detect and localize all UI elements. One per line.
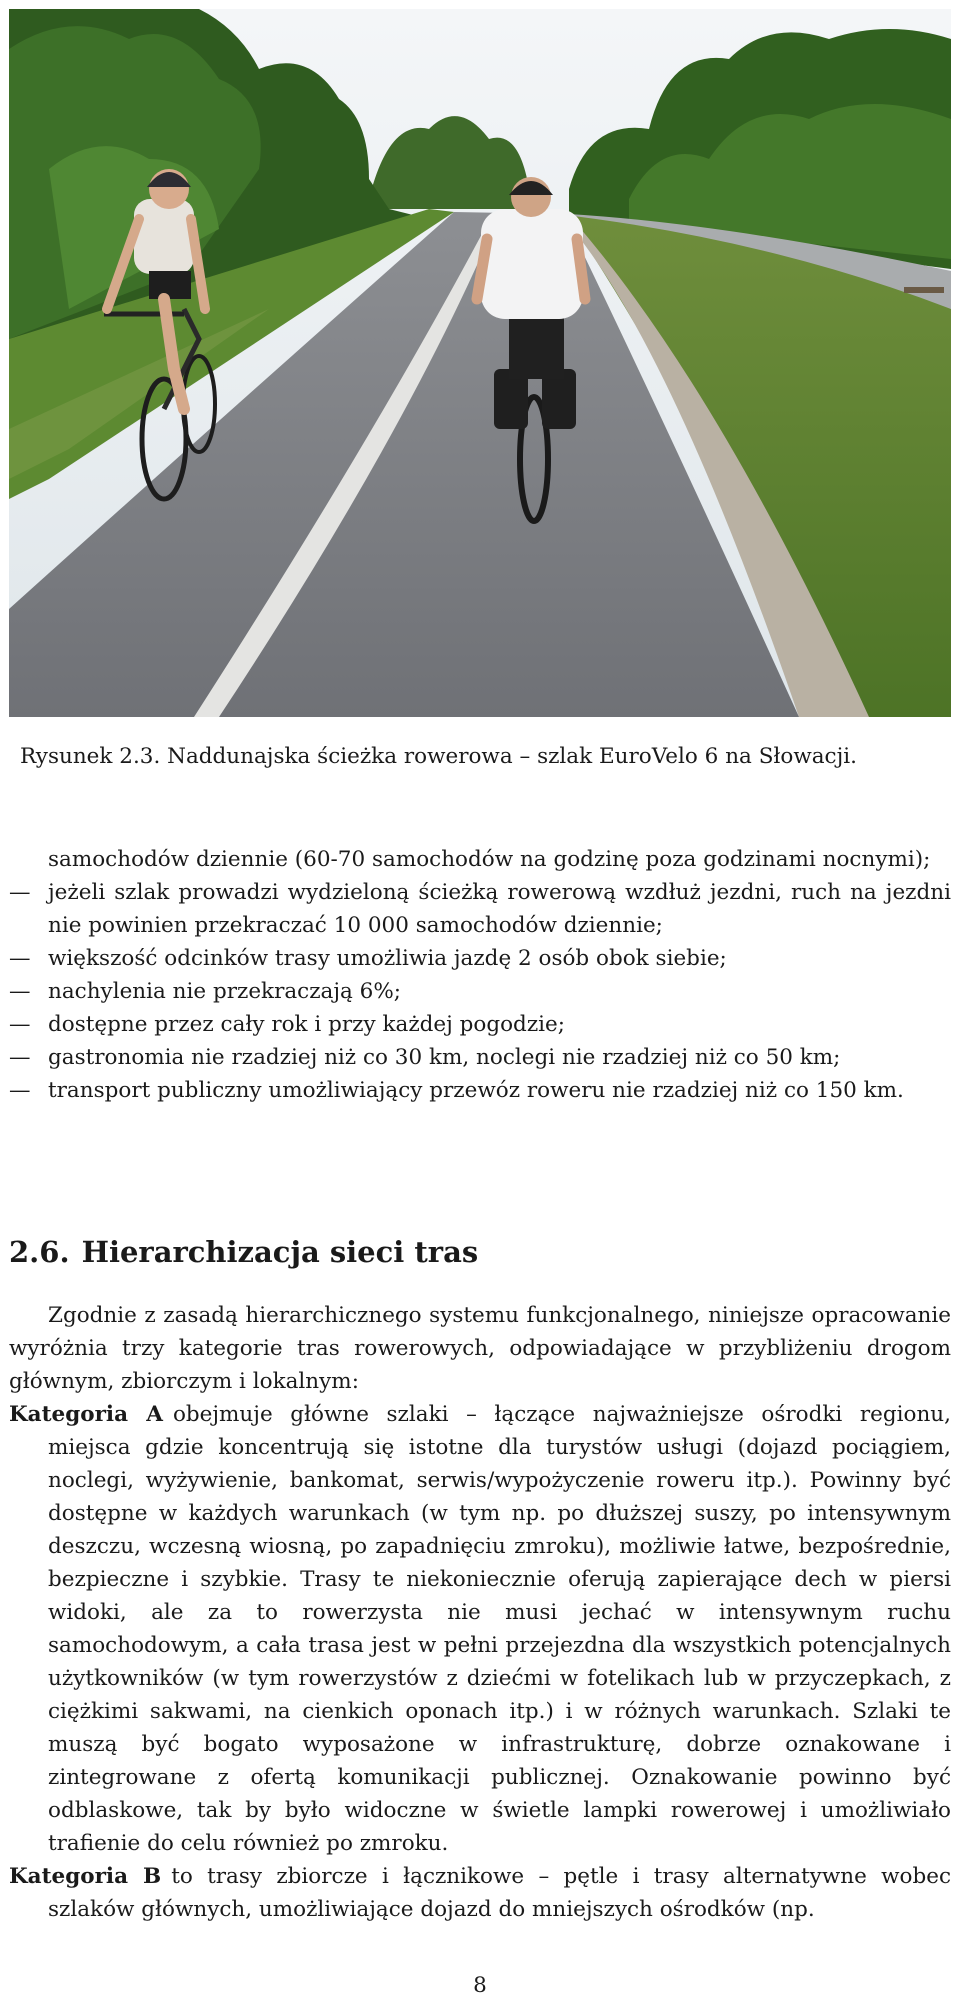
list-item-text: transport publiczny umożliwiający przewóz roweru nie rzadziej niż co 150 km. <box>48 1078 904 1103</box>
list-item-text: jeżeli szlak prowadzi wydzieloną ścieżką rowerową wzdłuż jezdni, ruch na jezdni nie powinien przekraczać 10 000 samochodów dziennie; <box>48 880 951 938</box>
section-title: Hierarchizacja sieci tras <box>81 1235 479 1269</box>
list-item <box>9 1008 951 1041</box>
list-dash: — <box>9 979 31 1004</box>
list-item <box>9 1041 951 1074</box>
section-heading <box>9 1234 478 1270</box>
list-dash: — <box>9 880 31 905</box>
category-a-label: Kategoria A <box>9 1402 163 1427</box>
list-dash: — <box>9 1078 31 1103</box>
list-item <box>9 942 951 975</box>
category-b-text: to trasy zbiorcze i łącznikowe – pętle i trasy alternatywne wobec szlaków głównych, umożliwiające dojazd do mniejszych ośrodków (np. <box>48 1864 951 1922</box>
page-number: 8 <box>473 1973 487 1998</box>
list-item <box>9 1074 951 1107</box>
list-dash: — <box>9 946 31 971</box>
requirements-list <box>9 843 951 1107</box>
intro-paragraph: Zgodnie z zasadą hierarchicznego systemu funkcjonalnego, niniejsze opracowanie wyróżnia trzy kategorie tras rowerowych, odpowiadające w przybliżeniu drogom głównym, zbiorczym i lokalnym: <box>9 1303 951 1394</box>
list-item-text: gastronomia nie rzadziej niż co 30 km, noclegi nie rzadziej niż co 50 km; <box>48 1045 841 1070</box>
list-item-text: dostępne przez cały rok i przy każdej pogodzie; <box>48 1012 565 1037</box>
category-a-entry <box>9 1398 951 1860</box>
category-b-label: Kategoria B <box>9 1864 162 1889</box>
cyclists-on-bike-path-photo <box>9 9 951 717</box>
list-item-text: większość odcinków trasy umożliwia jazdę 2 osób obok siebie; <box>48 946 727 971</box>
list-dash: — <box>9 1045 31 1070</box>
list-dash: — <box>9 1012 31 1037</box>
list-item-text: nachylenia nie przekraczają 6%; <box>48 979 402 1004</box>
category-b-entry <box>9 1860 951 1926</box>
list-item <box>9 975 951 1008</box>
list-continuation: samochodów dziennie (60-70 samochodów na godzinę poza godzinami nocnymi); <box>48 847 931 872</box>
section-body <box>9 1299 951 1926</box>
list-item <box>9 876 951 942</box>
category-a-text: obejmuje główne szlaki – łączące najważniejsze ośrodki regionu, miejsca gdzie koncentrują się istotne dla turystów usługi (dojazd pociągiem, noclegi, wyżywienie, bankomat, serwis/wypożyczenie roweru itp.). Powinny być dostępne w każdych warunkach (w tym np. po dłuższej suszy, po intensywnym deszczu, wczesną wiosną, po zapadnięciu zmroku), możliwie łatwe, bezpośrednie, bezpieczne i szybkie. Trasy te niekoniecznie oferują zapierające dech w piersi widoki, ale za to rowerzysta nie musi jechać w intensywnym ruchu samochodowym, a cała trasa jest w pełni przejezdna dla wszystkich potencjalnych użytkowników (w tym rowerzystów z dziećmi w fotelikach lub w przyczepkach, z ciężkimi sakwami, na cienkich oponach itp.) i w różnych warunkach. Szlaki te muszą być bogato wyposażone w infrastrukturę, dobrze oznakowane i zintegrowane z ofertą komunikacji publicznej. Oznakowanie powinno być odblaskowe, tak by było widoczne w świetle lampki rowerowej i umożliwiało trafienie do celu również po zmroku. <box>48 1402 951 1856</box>
figure-caption: Rysunek 2.3. Naddunajska ścieżka rowerowa – szlak EuroVelo 6 na Słowacji. <box>20 744 857 769</box>
section-number: 2.6. <box>9 1235 70 1269</box>
